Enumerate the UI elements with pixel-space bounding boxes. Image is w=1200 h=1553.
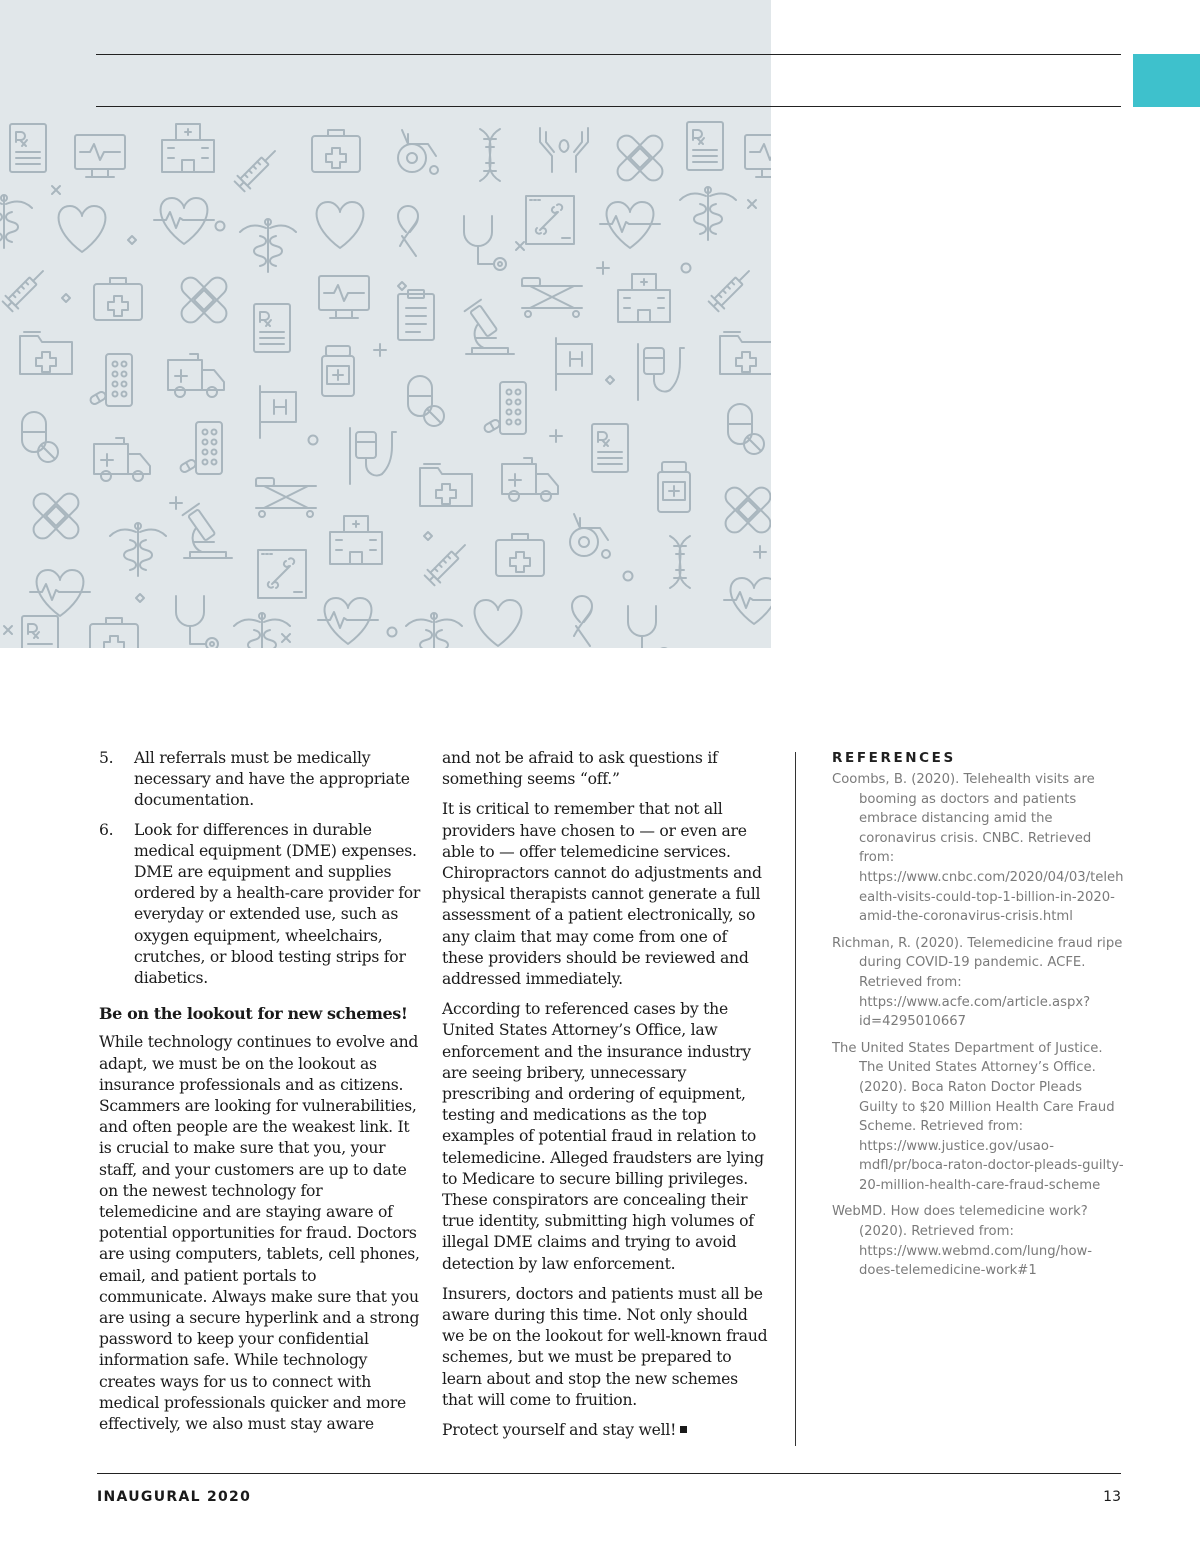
reference-item: Richman, R. (2020). Telemedicine fraud ripe during COVID-19 pandemic. ACFE. Retrieved from: https://www.acfe.com/article.aspx?id=4295010667: [832, 935, 1123, 1030]
reference-item: Coombs, B. (2020). Telehealth visits are booming as doctors and patients embrace distancing amid the coronavirus crisis. CNBC. Retrieved from: https://www.cnbc.com/2020/04/03/telehealth-visits-could-top-1-billion-in-2020-amid-the-coronavirus-crisis.html: [832, 772, 1124, 925]
closing-paragraph: [442, 1420, 768, 1441]
list-item: [99, 820, 425, 990]
medical-icon-pattern: [0, 0, 771, 648]
article-column-1: [99, 748, 425, 1444]
list-item-text: All referrals must be medically necessary and have the appropriate documentation.: [134, 749, 410, 810]
closing-text: Protect yourself and stay well!: [442, 1421, 677, 1440]
body-paragraph: and not be afraid to ask questions if something seems “off.”: [442, 749, 718, 789]
body-paragraph: Insurers, doctors and patients must all be aware during this time. Not only should we be on the lookout for well-known fraud schemes, but we must be prepared to learn about and stop the new schemes that will come to fruition.: [442, 1284, 768, 1409]
hero-pattern-panel: [0, 0, 771, 648]
references-title: REFERENCES: [832, 750, 956, 766]
footer-rule: [97, 1473, 1121, 1474]
publication-name: INAUGURAL 2020: [97, 1489, 252, 1505]
body-paragraph: While technology continues to evolve and adapt, we must be on the lookout as insurance professionals and as citizens. Scammers are looking for vulnerabilities, and often people are the weakest link. It is crucial to make sure that you, your staff, and your customers are up to date on the newest technology for telemedicine and are staying aware of potential opportunities for fraud. Doctors are using computers, tablets, cell phones, email, and patient portals to communicate. Always make sure that you are using a secure hyperlink and a strong password to keep your confidential information safe. While technology creates ways for us to connect with medical professionals quicker and more effectively, we also must stay aware: [99, 1033, 420, 1434]
list-item-number: 6.: [99, 820, 114, 839]
column-divider: [795, 752, 796, 1446]
page-number: 13: [1103, 1489, 1121, 1505]
reference-item: WebMD. How does telemedicine work? (2020). Retrieved from: https://www.webmd.com/lung/how-does-telemedicine-work#1: [832, 1204, 1093, 1279]
header-rule-bottom: [96, 106, 1121, 107]
body-paragraph: According to referenced cases by the United States Attorney’s Office, law enforcement and the insurance industry are seeing bribery, unnecessary prescribing and ordering of equipment, testing and medications as the top examples of potential fraud in relation to telemedicine. Alleged fraudsters are lying to Medicare to secure billing privileges. These conspirators are concealing their true identity, submitting high volumes of illegal DME claims and trying to avoid detection by law enforcement.: [442, 1000, 764, 1273]
section-subheading: Be on the lookout for new schemes!: [99, 1004, 408, 1024]
header-rule-top: [96, 54, 1121, 55]
checklist: [99, 748, 425, 989]
section-accent-tab: [1133, 54, 1200, 107]
article-column-2: [442, 748, 768, 1450]
list-item-text: Look for differences in durable medical equipment (DME) expenses. DME are equipment and supplies ordered by a health-care provider for everyday or extended use, such as oxygen equipment, wheelchairs, crutches, or blood testing strips for diabetics.: [134, 820, 421, 988]
body-paragraph: It is critical to remember that not all providers have chosen to — or even are able to — offer telemedicine services. Chiropractors cannot do adjustments and physical therapists cannot generate a full assessment of a patient electronically, so any claim that may come from one of these providers should be reviewed and addressed immediately.: [442, 800, 762, 989]
end-mark-icon: [680, 1426, 687, 1433]
list-item: [99, 748, 425, 812]
references-sidebar: [832, 748, 1124, 1288]
reference-item: The United States Department of Justice. The United States Attorney’s Office. (2020). Boca Raton Doctor Pleads Guilty to $20 Million Health Care Fraud Scheme. Retrieved from: https://www.justice.gov/usao-mdfl/pr/boca-raton-doctor-pleads-guilty-20-million-health-care-fraud-scheme: [832, 1040, 1124, 1193]
list-item-number: 5.: [99, 749, 114, 767]
